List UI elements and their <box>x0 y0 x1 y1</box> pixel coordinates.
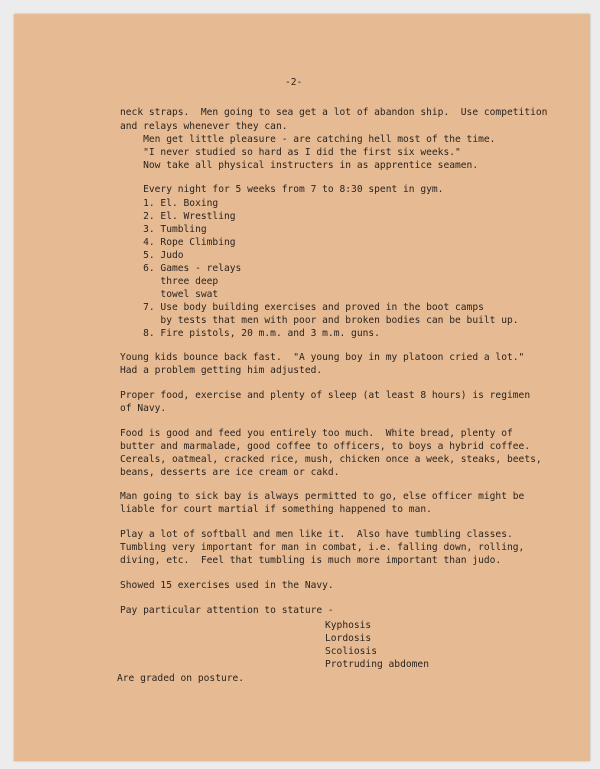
list-item: 2. El. Wrestling <box>120 211 236 222</box>
list-item: Scoliosis <box>325 646 377 657</box>
text-line: Showed 15 exercises used in the Navy. <box>120 580 334 591</box>
text-line: Proper food, exercise and plenty of sleep (at least 8 hours) is regimen <box>120 390 531 401</box>
text-line: Pay particular attention to stature - <box>120 605 334 616</box>
text-line: Young kids bounce back fast. "A young boy in my platoon cried a lot." <box>120 352 525 363</box>
list-item: Lordosis <box>325 633 372 644</box>
text-line: Cereals, oatmeal, cracked rice, mush, chicken once a week, steaks, beets, <box>120 454 542 465</box>
text-line: Are graded on posture. <box>117 673 245 684</box>
list-item-continued: by tests that men with poor and broken bodies can be built up. <box>120 315 519 326</box>
text-line: "I never studied so hard as I did the first six weeks." <box>120 147 461 158</box>
list-item: 3. Tumbling <box>120 224 207 235</box>
text-line: butter and marmalade, good coffee to officers, to boys a hybrid coffee. <box>120 441 531 452</box>
text-line: and relays whenever they can. <box>120 121 288 132</box>
list-item: 6. Games - relays <box>120 263 242 274</box>
text-line: of Navy. <box>120 403 167 414</box>
list-item: Kyphosis <box>325 620 372 631</box>
document-page <box>14 14 590 761</box>
list-item: Protruding abdomen <box>325 659 429 670</box>
text-line: Play a lot of softball and men like it. Also have tumbling classes. <box>120 529 513 540</box>
text-line: liable for court martial if something happened to man. <box>120 504 432 515</box>
text-line: Men get little pleasure - are catching hell most of the time. <box>120 134 496 145</box>
text-line: Had a problem getting him adjusted. <box>120 365 323 376</box>
text-line: diving, etc. Feel that tumbling is much more important than judo. <box>120 555 502 566</box>
text-line: beans, desserts are ice cream or cakd. <box>120 467 340 478</box>
list-item: 8. Fire pistols, 20 m.m. and 3 m.m. guns. <box>120 328 380 339</box>
text-line: Tumbling very important for man in combat, i.e. falling down, rolling, <box>120 542 525 553</box>
text-line: Every night for 5 weeks from 7 to 8:30 spent in gym. <box>120 184 444 195</box>
list-subitem: three deep <box>120 276 219 287</box>
list-item: 5. Judo <box>120 250 184 261</box>
list-item: 7. Use body building exercises and proved in the boot camps <box>120 302 484 313</box>
text-line: Food is good and feed you entirely too much. White bread, plenty of <box>120 428 513 439</box>
list-subitem: towel swat <box>120 289 219 300</box>
text-line: Man going to sick bay is always permitted to go, else officer might be <box>120 491 525 502</box>
list-item: 4. Rope Climbing <box>120 237 236 248</box>
page-number: -2- <box>285 77 303 88</box>
text-line: Now take all physical instructers in as apprentice seamen. <box>120 160 479 171</box>
text-line: neck straps. Men going to sea get a lot of abandon ship. Use competition <box>120 107 548 118</box>
list-item: 1. El. Boxing <box>120 198 219 209</box>
